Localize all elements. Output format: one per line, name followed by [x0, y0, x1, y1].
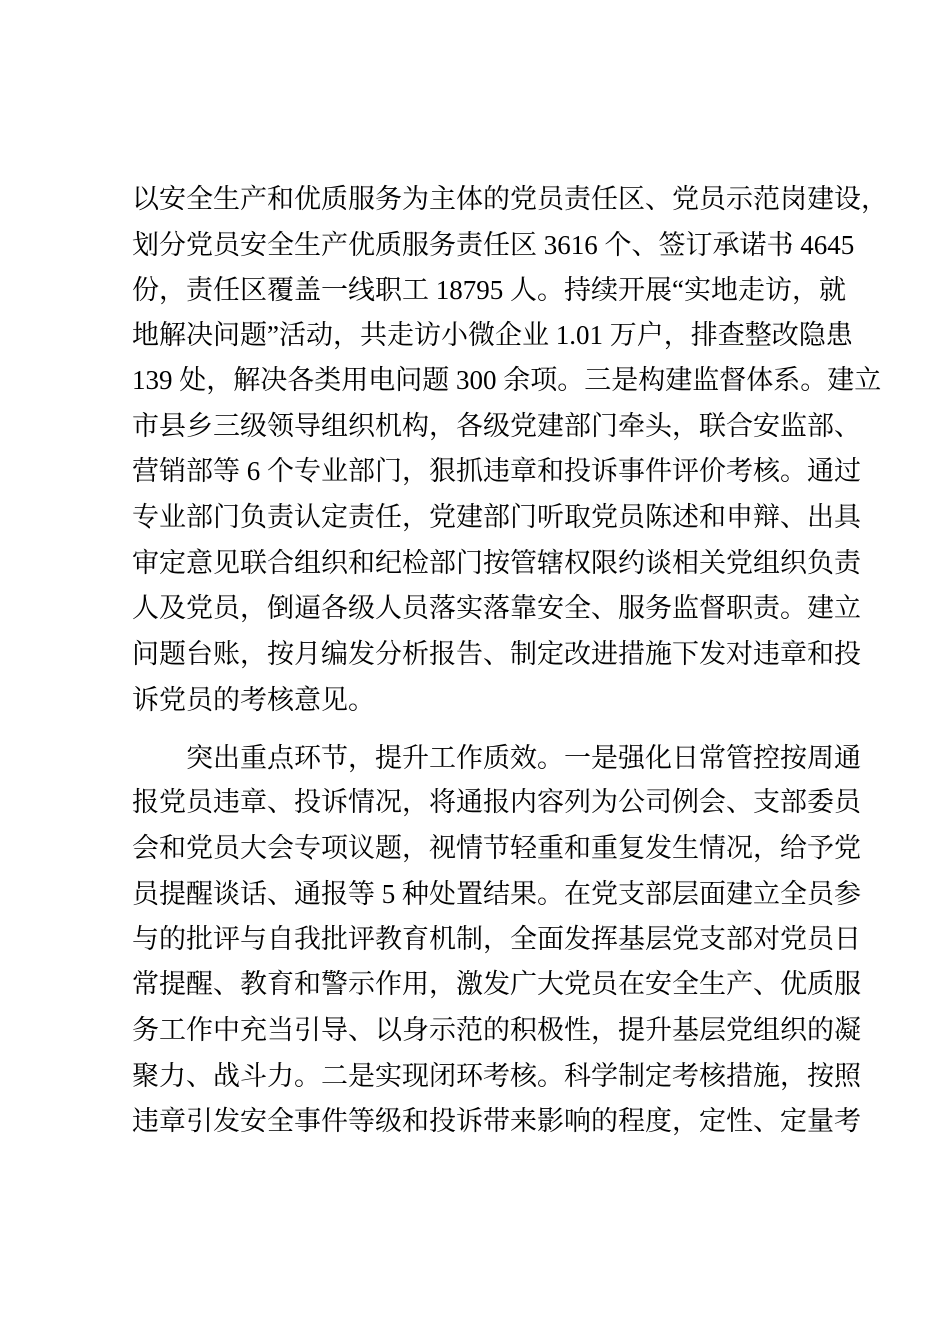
paragraph-1-line: 以安全生产和优质服务为主体的党员责任区、党员示范岗建设，: [132, 184, 888, 214]
paragraph-1-line: 专业部门负责认定责任，党建部门听取党员陈述和申辩、出具: [132, 502, 861, 532]
paragraph-1-line: 营销部等 6 个专业部门，狠抓违章和投诉事件评价考核。通过: [132, 456, 861, 486]
paragraph-2-line: 聚力、战斗力。二是实现闭环考核。科学制定考核措施，按照: [132, 1061, 861, 1091]
paragraph-1-line: 问题台账，按月编发分析报告、制定改进措施下发对违章和投: [132, 639, 861, 669]
paragraph-2-line: 与的批评与自我批评教育机制，全面发挥基层党支部对党员日: [132, 924, 861, 954]
paragraph-2-line: 突出重点环节，提升工作质效。一是强化日常管控按周通: [186, 743, 861, 773]
paragraph-2-line: 员提醒谈话、通报等 5 种处置结果。在党支部层面建立全员参: [132, 879, 861, 909]
paragraph-2-line: 违章引发安全事件等级和投诉带来影响的程度，定性、定量考: [132, 1106, 861, 1136]
paragraph-1-line: 审定意见联合组织和纪检部门按管辖权限约谈相关党组织负责: [132, 548, 861, 578]
paragraph-2-line: 会和党员大会专项议题，视情节轻重和重复发生情况，给予党: [132, 833, 861, 863]
paragraph-2-line: 务工作中充当引导、以身示范的积极性，提升基层党组织的凝: [132, 1015, 861, 1045]
paragraph-1-line: 市县乡三级领导组织机构，各级党建部门牵头，联合安监部、: [132, 411, 861, 441]
paragraph-2-line: 报党员违章、投诉情况，将通报内容列为公司例会、支部委员: [132, 787, 861, 817]
paragraph-1-line: 人及党员，倒逼各级人员落实落靠安全、服务监督职责。建立: [132, 593, 861, 623]
paragraph-1-line: 划分党员安全生产优质服务责任区 3616 个、签订承诺书 4645: [132, 230, 855, 260]
paragraph-1-line: 139 处，解决各类用电问题 300 余项。三是构建监督体系。建立: [132, 365, 882, 395]
paragraph-1-line: 诉党员的考核意见。: [132, 685, 375, 715]
paragraph-1-line: 地解决问题”活动，共走访小微企业 1.01 万户，排查整改隐患: [132, 320, 853, 350]
paragraph-2-line: 常提醒、教育和警示作用，激发广大党员在安全生产、优质服: [132, 969, 861, 999]
paragraph-1-line: 份，责任区覆盖一线职工 18795 人。持续开展“实地走访，就: [132, 275, 846, 305]
